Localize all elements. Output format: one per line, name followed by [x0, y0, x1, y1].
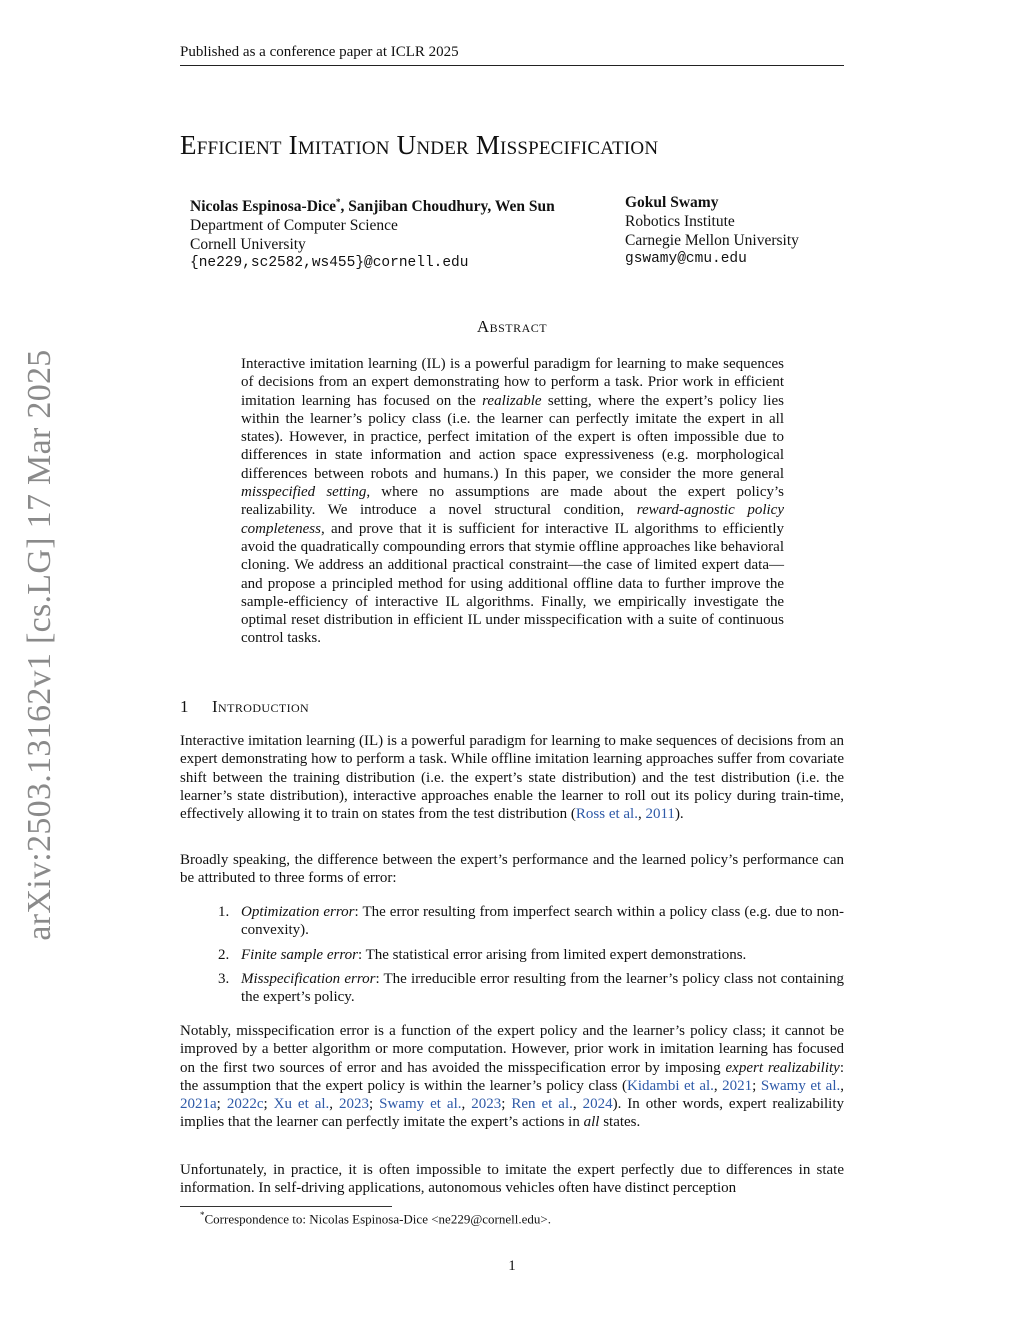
page-number: 1 — [508, 1258, 516, 1274]
author-names: Nicolas Espinosa-Dice*, Sanjiban Choudhury, Wen Sun — [190, 197, 555, 216]
citation-link[interactable]: 2011 — [645, 806, 675, 823]
paper-title: Efficient Imitation Under Misspecification — [180, 130, 659, 160]
footnote: *Correspondence to: Nicolas Espinosa-Dice <ne229@cornell.edu>. — [200, 1210, 551, 1227]
abstract-heading: Abstract — [476, 317, 548, 336]
list-item: 2. Finite sample error: The statistical error arising from limited expert demonstrations. — [218, 946, 747, 963]
author-dept: Robotics Institute — [625, 213, 735, 230]
author-block-cmu — [625, 193, 845, 269]
author-dept: Department of Computer Science — [190, 217, 398, 235]
citation-link[interactable]: 2021a — [180, 1096, 217, 1113]
citation-link[interactable]: 2024 — [582, 1096, 613, 1113]
author-email[interactable]: gswamy@cmu.edu — [625, 251, 747, 267]
citation-link[interactable]: 2021 — [722, 1077, 753, 1094]
citation-link[interactable]: Ren et al. — [511, 1096, 573, 1113]
author-email[interactable]: {ne229,sc2582,ws455}@cornell.edu — [190, 255, 469, 272]
author-univ: Cornell University — [190, 236, 306, 254]
section-heading: 1 Introduction — [180, 697, 310, 716]
intro-paragraph-4: Unfortunately, in practice, it is often impossible to imitate the expert perfectly due to differences in state information. In self-driving applications, autonomous vehicles often have distinct perception — [180, 1162, 844, 1197]
citation-link[interactable]: Swamy et al. — [760, 1077, 841, 1094]
list-item: 1. Optimization error: The error resulting from imperfect search within a policy class (e.g. due to non-convexity). — [218, 904, 844, 939]
conference-header: Published as a conference paper at ICLR 2025 — [180, 44, 844, 66]
citation-link[interactable]: Xu et al. — [273, 1096, 330, 1113]
citation-link[interactable]: Ross et al. — [575, 806, 638, 823]
citation-link[interactable]: 2023 — [339, 1096, 370, 1113]
author-name: Gokul Swamy — [625, 194, 719, 211]
list-item: 3. Misspecification error: The irreducible error resulting from the learner’s policy class not containing the expert’s policy. — [218, 970, 844, 1006]
error-list — [218, 903, 844, 1012]
author-univ: Carnegie Mellon University — [625, 232, 799, 249]
author-block-cornell — [190, 193, 610, 273]
abstract-body: Interactive imitation learning (IL) is a powerful paradigm for learning to make sequences of decisions from an expert demonstrating how to perform a task. Prior work in efficient imitation learning has focused on the realizable setting, where the expert’s policy lies within the learner’s policy class (i.e. the learner can perfectly imitate the expert in all states). However, in practice, perfect imitation of the expert is often impossible due to differences in state information and action space expressiveness (e.g. morphological differences between robots and humans.) In this paper, we consider the more general misspecified setting, where no assumptions are made about the expert policy’s realizability. We introduce a novel structural condition, reward-agnostic policy completeness, and prove that it is sufficient for interactive IL algorithms to efficiently avoid the quadratically compounding errors that stymie offline approaches like behavioral cloning. We address an additional practical constraint—the case of limited expert data—and propose a principled method for using additional offline data to further improve the sample-efficiency of interactive IL algorithms. Finally, we empirically investigate the optimal reset distribution in efficient IL under misspecification with a suite of continuous control tasks. — [241, 356, 784, 647]
citation-link[interactable]: Swamy et al. — [379, 1096, 462, 1113]
citation-link[interactable]: 2022c — [226, 1096, 264, 1113]
intro-paragraph-2: Broadly speaking, the difference between the expert’s performance and the learned policy’s performance can be attributed to three forms of error: — [180, 852, 844, 887]
footnote-divider — [180, 1206, 392, 1207]
arxiv-id: arXiv:2503.13162v1 [cs.LG] 17 Mar 2025 — [21, 349, 58, 941]
intro-paragraph-3: Notably, misspecification error is a function of the expert policy and the learner’s policy class; it cannot be improved by a better algorithm or more computation. However, prior work in imitation learning has focused on the first two sources of error and has avoided the misspecification error by imposing expert realizability: the assumption that the expert policy is within the learner’s policy class (Kidambi et al., 2021; Swamy et al., 2021a; 2022c; Xu et al., 2023; Swamy et al., 2023; Ren et al., 2024). In other words, expert realizability implies that the learner can perfectly imitate the expert’s actions in all states. — [180, 1023, 845, 1131]
citation-link[interactable]: Kidambi et al. — [627, 1077, 714, 1094]
intro-paragraph-1: Interactive imitation learning (IL) is a powerful paradigm for learning to make sequences of decisions from an expert demonstrating how to perform a task. While offline imitation learning approaches suffer from covariate shift between the training distribution (i.e. the expert’s state distribution) and the test distribution (i.e. the learner’s state distribution), interactive approaches enable the learner to roll out its policy during train-time, effectively allowing it to train on states from the test distribution (Ross et al., 2011). — [180, 733, 844, 823]
citation-link[interactable]: 2023 — [471, 1096, 502, 1113]
